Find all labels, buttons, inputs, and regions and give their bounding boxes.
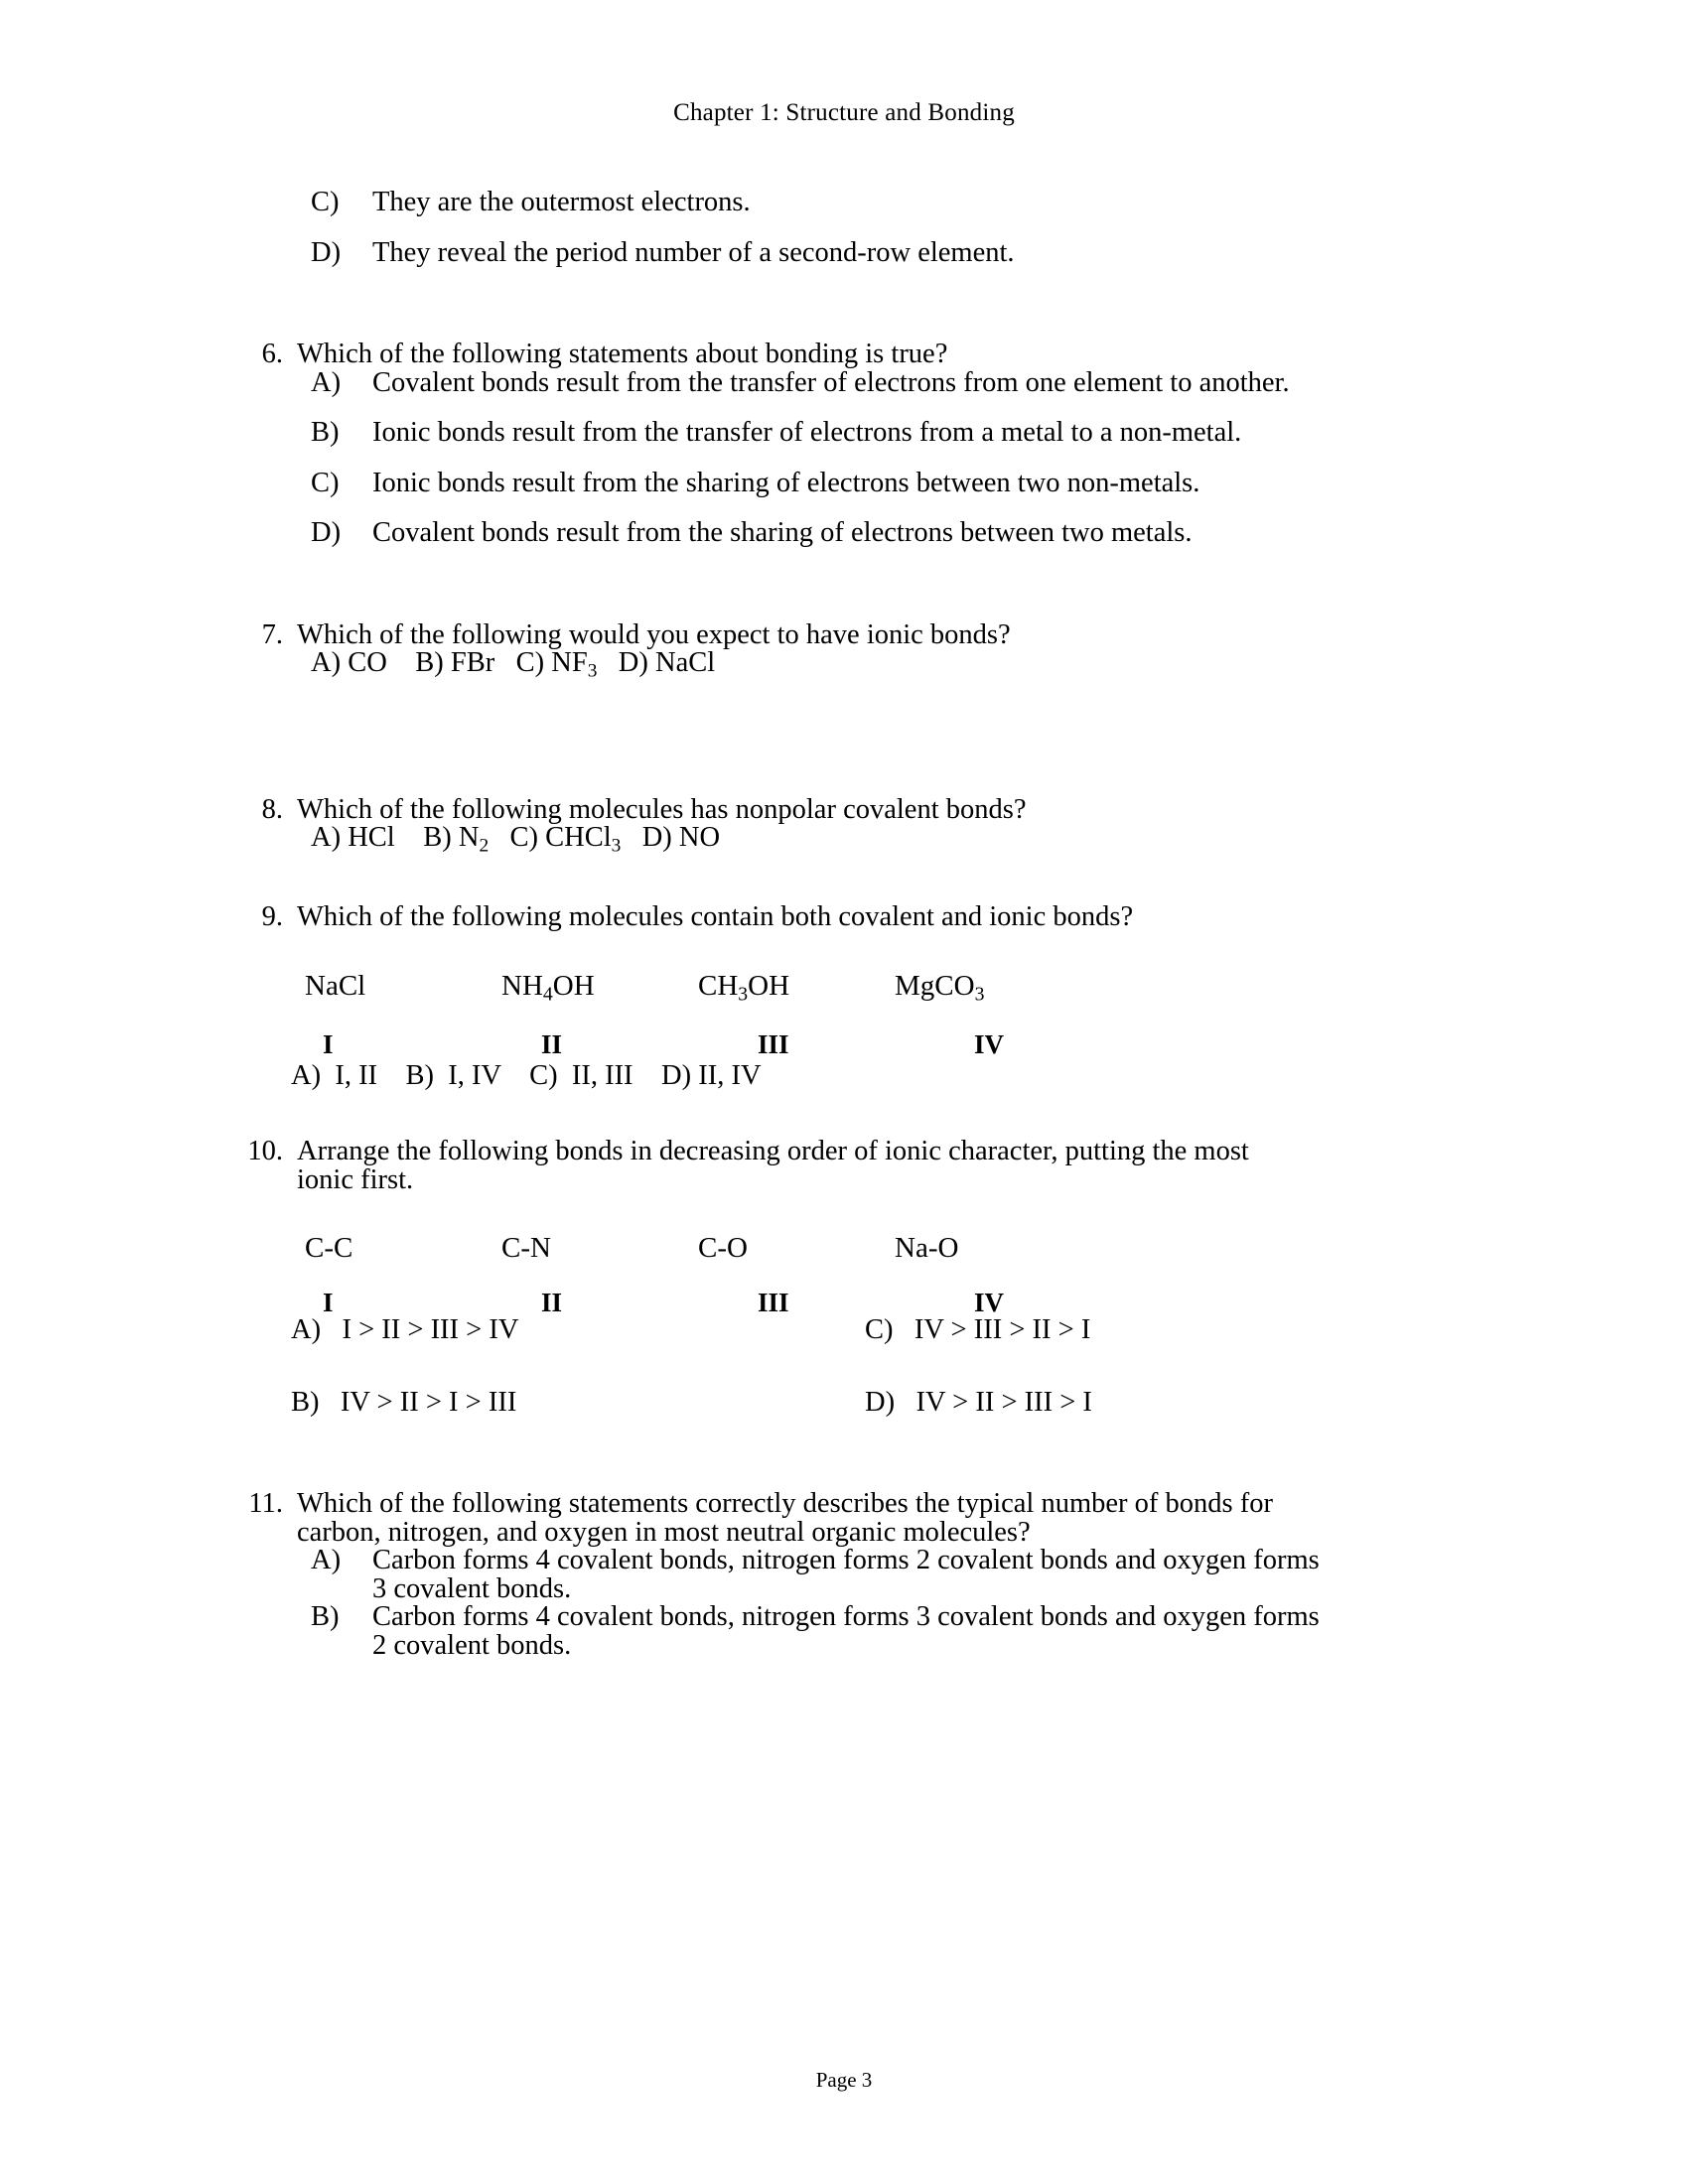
question-stem: Which of the following molecules has nonpolar covalent bonds?: [297, 793, 1027, 825]
option-text: Ionic bonds result from the transfer of electrons from a metal to a non-metal.: [372, 417, 1242, 448]
option-text: [372, 1547, 1489, 1603]
question-stem: [297, 1138, 1489, 1194]
question-stem-line2: carbon, nitrogen, and oxygen in most neutral organic molecules?: [297, 1516, 1031, 1548]
roman-numeral: III: [758, 1288, 789, 1318]
formula-tail: OH: [748, 969, 790, 1002]
spacer: [243, 1090, 1489, 1138]
option-formula: NO: [678, 822, 721, 854]
formula-tail: OH: [552, 969, 595, 1002]
option-row: [311, 366, 1489, 398]
option-formula: HCl: [348, 822, 395, 854]
option-formula: N: [458, 822, 480, 854]
bond-label: C-N: [501, 1232, 551, 1265]
option-letter: A): [311, 366, 342, 398]
option-letter: C): [515, 647, 545, 678]
roman-numeral: I: [323, 1288, 334, 1318]
option-text-line1: Carbon forms 4 covalent bonds, nitrogen forms 2 covalent bonds and oxygen forms: [372, 1545, 1320, 1576]
option-letter: C): [509, 822, 538, 854]
option-letter: D): [311, 517, 342, 548]
question-9: [243, 903, 1489, 1090]
answer-grid-row: [291, 1386, 1489, 1418]
option-text: IV > III > II > I: [914, 1314, 1091, 1346]
question-stem-row: [243, 903, 1489, 932]
option-text: They reveal the period number of a second-row element.: [372, 236, 1015, 268]
answer-cell: [291, 1386, 847, 1418]
option-formula: NaCl: [654, 647, 716, 678]
option-letter: B): [291, 1386, 320, 1418]
question-number: 6.: [261, 339, 283, 369]
option-letter: B): [415, 647, 444, 678]
bond-label: C-C: [305, 1232, 353, 1265]
question-stem-line1: Arrange the following bonds in decreasing order of ionic character, putting the most: [297, 1136, 1249, 1167]
bond-label: Na-O: [895, 1232, 959, 1265]
roman-numeral: II: [541, 1028, 563, 1059]
formula-main: NaCl: [305, 969, 366, 1002]
answer-grid-row: [291, 1316, 1489, 1345]
option-formula: CHCl: [545, 822, 612, 854]
question-stem-line2: ionic first.: [297, 1163, 414, 1195]
formula-main: CH: [698, 969, 739, 1002]
option-letter: A): [311, 1545, 342, 1576]
roman-numeral: II: [541, 1288, 563, 1318]
question-stem: Which of the following would you expect to have ionic bonds?: [297, 618, 1011, 650]
roman-numeral-row: [305, 1290, 1489, 1316]
spacer: [243, 267, 1489, 341]
question-8: [243, 793, 1489, 857]
roman-numeral: IV: [974, 1028, 1005, 1059]
question-stem-row: [243, 341, 1489, 369]
choice-line: A) I, II B) I, IV C) II, III D) II, IV: [291, 1059, 762, 1091]
option-row: [311, 1547, 1489, 1603]
option-text: IV > II > I > III: [340, 1386, 517, 1418]
bond-row: [305, 1234, 1489, 1263]
formula-subscript: 3: [738, 983, 749, 1006]
molecule-formula: [698, 969, 895, 1006]
option-text: They are the outermost electrons.: [372, 187, 751, 217]
formula-subscript: 3: [611, 835, 622, 857]
document-body: [243, 189, 1489, 1660]
question-stem: Which of the following molecules contain both covalent and ionic bonds?: [297, 901, 1134, 933]
question-stem-row: [243, 793, 1489, 825]
question-7: [243, 618, 1489, 682]
roman-numeral: III: [758, 1028, 789, 1059]
option-text-line2: 3 covalent bonds.: [372, 1572, 572, 1604]
spacer: [243, 856, 1489, 903]
option-letter: D): [865, 1386, 896, 1418]
roman-numeral-row: [305, 1028, 1489, 1059]
formula-main: MgCO: [895, 969, 975, 1002]
option-letter: A): [311, 822, 342, 854]
carryover-options-block: [243, 189, 1489, 267]
page-header: Chapter 1: Structure and Bonding: [673, 99, 1015, 126]
answer-cell: [291, 1316, 847, 1345]
option-letter: D): [641, 822, 672, 854]
question-stem-row: [243, 618, 1489, 650]
inline-option-row: [311, 824, 1489, 856]
question-number: 8.: [261, 793, 283, 825]
inline-option-row: [311, 649, 1489, 681]
formula-subscript: 2: [479, 835, 490, 857]
answer-cell: [847, 1386, 1421, 1418]
question-6: [243, 341, 1489, 548]
answer-cell: [847, 1316, 1421, 1345]
molecule-formula: [895, 969, 1091, 1006]
option-row: [311, 1603, 1489, 1660]
molecule-formula: [305, 969, 501, 1005]
option-text: I > II > III > IV: [342, 1314, 519, 1346]
formula-subscript: 3: [974, 983, 985, 1006]
option-row: [311, 467, 1489, 498]
option-text: [372, 1603, 1489, 1660]
option-text: IV > II > III > I: [915, 1386, 1092, 1418]
formula-subscript: 4: [542, 983, 553, 1006]
question-number: 11.: [248, 1488, 283, 1520]
option-letter: D): [311, 236, 342, 268]
spacer: [243, 1417, 1489, 1490]
option-text: Covalent bonds result from the transfer of electrons from one element to another.: [372, 366, 1290, 398]
option-row: [311, 189, 1489, 217]
question-stem-row: [243, 1138, 1489, 1194]
question-stem-line1: Which of the following statements correctly describes the typical number of bonds for: [297, 1488, 1273, 1520]
question-stem: [297, 1490, 1489, 1547]
question-stem: Which of the following statements about bonding is true?: [297, 339, 948, 369]
option-letter: C): [865, 1314, 894, 1346]
question-number: 9.: [261, 901, 283, 933]
option-formula: FBr: [450, 647, 495, 678]
roman-numeral: I: [323, 1028, 334, 1059]
question-11: [243, 1490, 1489, 1660]
option-letter: D): [618, 647, 648, 678]
option-text-line1: Carbon forms 4 covalent bonds, nitrogen forms 3 covalent bonds and oxygen forms: [372, 1601, 1320, 1633]
option-row: [311, 519, 1489, 548]
formula-subscript: 3: [587, 660, 598, 682]
option-letter: B): [423, 822, 452, 854]
option-letter: C): [311, 187, 340, 217]
molecule-formula-row: [305, 969, 1489, 1006]
option-letter: B): [311, 417, 340, 448]
question-10: [243, 1138, 1489, 1417]
question-number: 7.: [261, 618, 283, 650]
option-text: Ionic bonds result from the sharing of electrons between two non-metals.: [372, 467, 1200, 498]
formula-main: NH: [501, 969, 543, 1002]
question-stem-row: [243, 1490, 1489, 1547]
molecule-formula: [501, 969, 698, 1006]
bond-label: C-O: [698, 1232, 748, 1265]
spacer: [243, 681, 1489, 796]
option-letter: C): [311, 467, 340, 498]
option-letter: A): [311, 647, 342, 678]
option-text-line2: 2 covalent bonds.: [372, 1629, 572, 1661]
option-formula: CO: [348, 647, 387, 678]
option-row: [311, 419, 1489, 448]
option-formula: NF: [551, 647, 588, 678]
spacer: [243, 548, 1489, 621]
option-letter: B): [311, 1601, 340, 1633]
question-number: 10.: [247, 1136, 283, 1167]
option-text: Covalent bonds result from the sharing of electrons between two metals.: [372, 517, 1193, 548]
option-row: [311, 236, 1489, 268]
option-letter: A): [291, 1314, 322, 1346]
page-footer: Page 3: [815, 2068, 873, 2092]
roman-numeral: IV: [974, 1288, 1005, 1318]
